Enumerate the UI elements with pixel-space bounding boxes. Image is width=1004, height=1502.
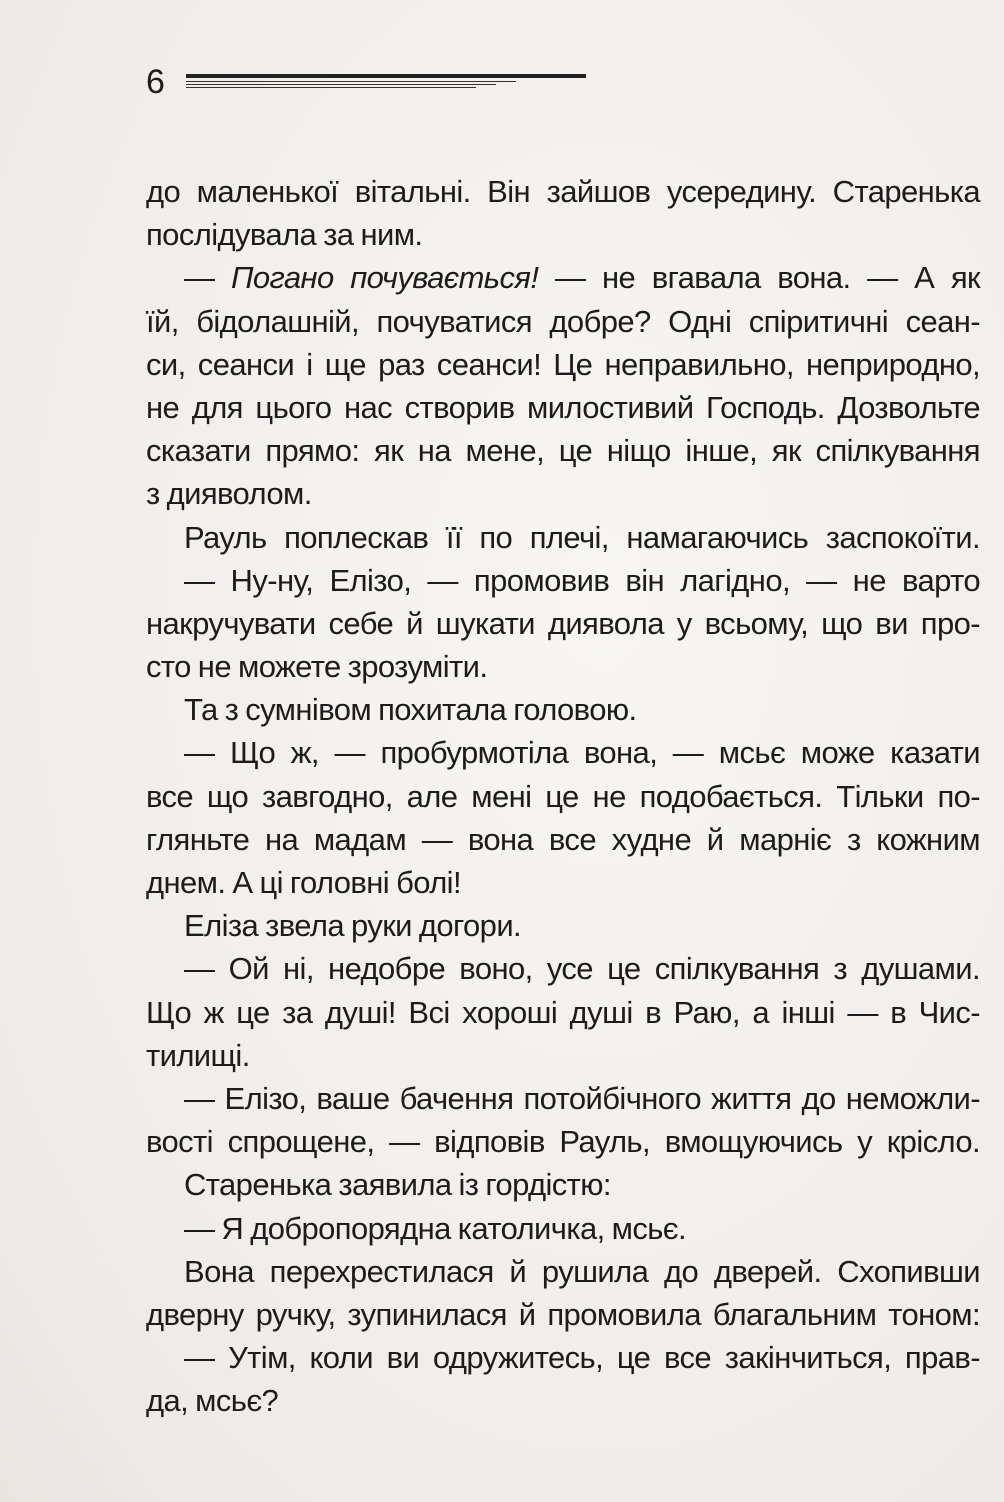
text-line: Старенька заявила із гордістю:	[184, 1167, 611, 1203]
text-line: сто не можете зрозуміти.	[146, 649, 488, 685]
text-line: — Ой ні, недобре воно, усе це спілкування з душами.	[184, 951, 980, 987]
text-line	[146, 256, 980, 299]
text-line: дверну ручку, зупинилася й промовила благальним тоном:	[146, 1296, 980, 1332]
text-line: все що завгодно, але мені це не подобається. Тільки по-	[146, 778, 980, 814]
text-line: — Ну-ну, Елізо, — промовив він лагідно, — не варто	[184, 562, 980, 598]
text-line: днем. А ці головні болі!	[146, 865, 461, 900]
text-line: си, сеанси і ще раз сеанси! Це неправильно, неприродно,	[146, 346, 980, 382]
header-rule	[186, 74, 586, 90]
page-header	[146, 62, 586, 102]
text-line-suffix: — не вгавала вона. — А як	[538, 260, 980, 296]
text-line: да, мсьє?	[146, 1383, 279, 1419]
text-line: тилищі.	[146, 1037, 250, 1073]
text-line: — Елізо, ваше бачення потойбічного життя до неможли-	[184, 1080, 980, 1116]
text-line: Вона перехрестилася й рушила до дверей. Схопивши	[184, 1253, 980, 1289]
text-line: гляньте на мадам — вона все худне й марніє з кожним	[146, 821, 980, 857]
text-line: — Утім, коли ви одружитесь, це все закінчиться, прав-	[184, 1340, 980, 1376]
text-line: — Я добропорядна католичка, мсьє.	[184, 1210, 687, 1246]
text-line-italic: Погано почувається!	[231, 260, 539, 296]
text-line: Рауль поплескав її по плечі, намагаючись заспокоїти.	[184, 519, 980, 555]
text-line: вості спрощене, — відповів Рауль, вмощуючись у крісло.	[146, 1124, 980, 1160]
text-line: Еліза звела руки догори.	[184, 908, 522, 944]
header-rule-thin-3	[186, 87, 476, 88]
text-line: сказати прямо: як на мене, це ніщо інше, як спілкування	[146, 433, 980, 469]
text-line-prefix: —	[184, 260, 232, 296]
text-line: накручувати себе й шукати диявола у всьому, що ви про-	[146, 605, 980, 641]
text-line: послідувала за ним.	[146, 217, 423, 253]
text-line: до маленької вітальні. Він зайшов усередину. Старенька	[146, 174, 980, 209]
text-line: з дияволом.	[146, 476, 312, 512]
body-text	[146, 170, 980, 1422]
text-line: Та з сумнівом похитала головою.	[184, 692, 637, 728]
text-line: не для цього нас створив милостивий Господь. Дозвольте	[146, 389, 980, 425]
header-rule-thick	[186, 74, 586, 78]
text-line: Що ж це за душі! Всі хороші душі в Раю, а інші — в Чис-	[146, 994, 980, 1030]
header-rule-thin-1	[186, 81, 516, 82]
text-line: — Що ж, — пробурмотіла вона, — мсьє може казати	[184, 735, 980, 771]
page-number: 6	[146, 63, 165, 101]
header-rule-thin-2	[186, 84, 496, 85]
text-line: їй, бідолашній, почуватися добре? Одні спіритичні сеан-	[146, 303, 980, 339]
